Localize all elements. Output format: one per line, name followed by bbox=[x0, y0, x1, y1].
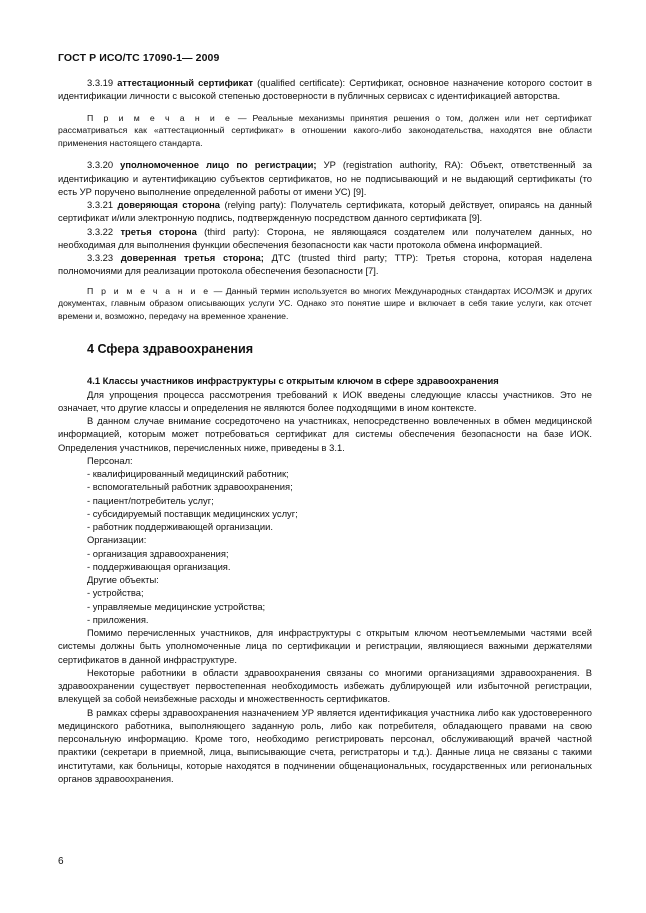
paragraph: Помимо перечисленных участников, для инфраструктуры с открытым ключом неотъемлемыми частями всей системы должны быть уполномоченные лица по сертификации и регистрации, являющиеся важными держателями сертификатов в данной инфраструктуре. bbox=[58, 627, 592, 665]
definition-text: (qualified certificate): Сертификат, основное назначение которого состоит в идентификации личности с высокой степенью достоверности в публичных сервисах с идентификацией авторства. bbox=[58, 77, 592, 102]
note-text: — Реальные механизмы принятия решения о том, должен или нет сертификат рассматриваться как «аттестационный сертификат» в отношении какого-либо законодательства, находятся вне области применения настоящего стандарта. bbox=[58, 112, 592, 148]
list-label-other-objects: Другие объекты: bbox=[87, 574, 159, 586]
definition-3-3-20 bbox=[58, 158, 592, 198]
definition-number: 3.3.22 bbox=[87, 225, 114, 237]
definition-3-3-23 bbox=[58, 251, 592, 278]
definition-3-3-19 bbox=[58, 76, 592, 103]
list-item: - организация здравоохранения; bbox=[87, 547, 229, 559]
list-item: - субсидируемый поставщик медицинских услуг; bbox=[87, 507, 298, 519]
definition-number: 3.3.19 bbox=[87, 77, 114, 88]
list-item: - устройства; bbox=[87, 587, 144, 599]
definition-text: УР (registration authority, RA): Объект, ответственный за идентификацию и аутентификацию субъектов сертификатов, но не подписывающий и не выдающий сертификаты (то есть УР поручено выполнение определенной работы от имени УС) [9]. bbox=[58, 159, 593, 197]
list-item: - работник поддерживающей организации. bbox=[87, 521, 273, 533]
note-2 bbox=[58, 285, 592, 323]
list-label-organizations: Организации: bbox=[87, 534, 147, 546]
list-item: - приложения. bbox=[87, 613, 149, 625]
definition-term: доверяющая сторона bbox=[117, 199, 221, 211]
definition-3-3-21 bbox=[58, 198, 592, 225]
definition-term: уполномоченное лицо по регистрации; bbox=[120, 159, 317, 171]
subsection-4-1-title: 4.1 Классы участников инфраструктуры с открытым ключом в сфере здравоохранения bbox=[87, 375, 499, 387]
list-item: - квалифицированный медицинский работник; bbox=[87, 468, 289, 480]
page-number: 6 bbox=[58, 856, 64, 867]
definition-term: доверенная третья сторона; bbox=[120, 252, 264, 264]
definition-text: ДТС (trusted third party; TTP): Третья сторона, которая наделена полномочиями для реализации протокола обеспечения безопасности [7]. bbox=[58, 252, 592, 277]
document-body bbox=[58, 76, 592, 785]
note-label: П р и м е ч а н и е bbox=[87, 112, 233, 123]
list-item: - пациент/потребитель услуг; bbox=[87, 494, 214, 506]
list-item: - управляемые медицинские устройства; bbox=[87, 600, 266, 612]
document-header: ГОСТ Р ИСО/ТС 17090-1— 2009 bbox=[58, 52, 220, 64]
paragraph: Для упрощения процесса рассмотрения требований к ИОК введены следующие классы участников. Это не означает, что другие классы и определения не являются более подходящими в ином контексте. bbox=[58, 388, 592, 413]
definition-term: аттестационный сертификат bbox=[117, 77, 254, 88]
note-text: — Данный термин используется во многих Международных стандартах ИСО/МЭК и других документах, главным образом описывающих услуги УС. Однако это понятие шире и включает в себя такие услуги, как отсчет времени и, возможно, передачу на временное хранение. bbox=[58, 285, 592, 321]
paragraph: В рамках сферы здравоохранения назначением УР является идентификация участника либо как удостоверенного медицинского работника, выполняющего заданную роль, либо как потребителя, обладающего правами на свою персональную информацию. Кроме того, необходимо регистрировать персонал, обслуживающий врачей частной практики (секретари в приемной, лица, выписывающие счета, регистраторы и т.д.). Данные лица не связаны с такими институтами, как больницы, которые находятся в подчинении общенациональных, государственных или региональных органов здравоохранения. bbox=[58, 706, 592, 784]
definition-number: 3.3.23 bbox=[87, 252, 114, 264]
paragraph: В данном случае внимание сосредоточено на участниках, непосредственно вовлеченных в обмен медицинской информацией, которым может потребоваться сертификат для системы обеспечения безопасности на базе ИОК. Определения участников, перечисленных ниже, приведены в 3.1. bbox=[58, 415, 592, 453]
list-label-personnel: Персонал: bbox=[87, 454, 133, 466]
definition-number: 3.3.20 bbox=[87, 159, 114, 171]
section-4-title: 4 Сфера здравоохранения bbox=[87, 342, 254, 357]
definition-text: (relying party): Получатель сертификата, который действует, опираясь на данный сертификат и/или электронную подпись, подтвержденную посредством данного сертификата [9]. bbox=[58, 199, 592, 224]
list-item: - вспомогательный работник здравоохранения; bbox=[87, 481, 293, 493]
note-1 bbox=[58, 112, 592, 150]
definition-term: третья сторона bbox=[120, 225, 197, 237]
note-label: П р и м е ч а н и е bbox=[87, 285, 211, 296]
list-item: - поддерживающая организация. bbox=[87, 560, 231, 572]
definition-number: 3.3.21 bbox=[87, 199, 114, 211]
definition-text: (third party): Сторона, не являющаяся создателем или получателем данных, но необходимая для выполнения функции обеспечения безопасности как части протокола обмена информацией. bbox=[58, 225, 593, 250]
paragraph: Некоторые работники в области здравоохранения связаны со многими организациями здравоохранения. В здравоохранении существует первостепенная необходимость избежать дублирующей или избыточной регистрации, влекущей за собой неизбежные расходы и множественность сертификатов. bbox=[58, 666, 592, 705]
definition-3-3-22 bbox=[58, 225, 592, 252]
